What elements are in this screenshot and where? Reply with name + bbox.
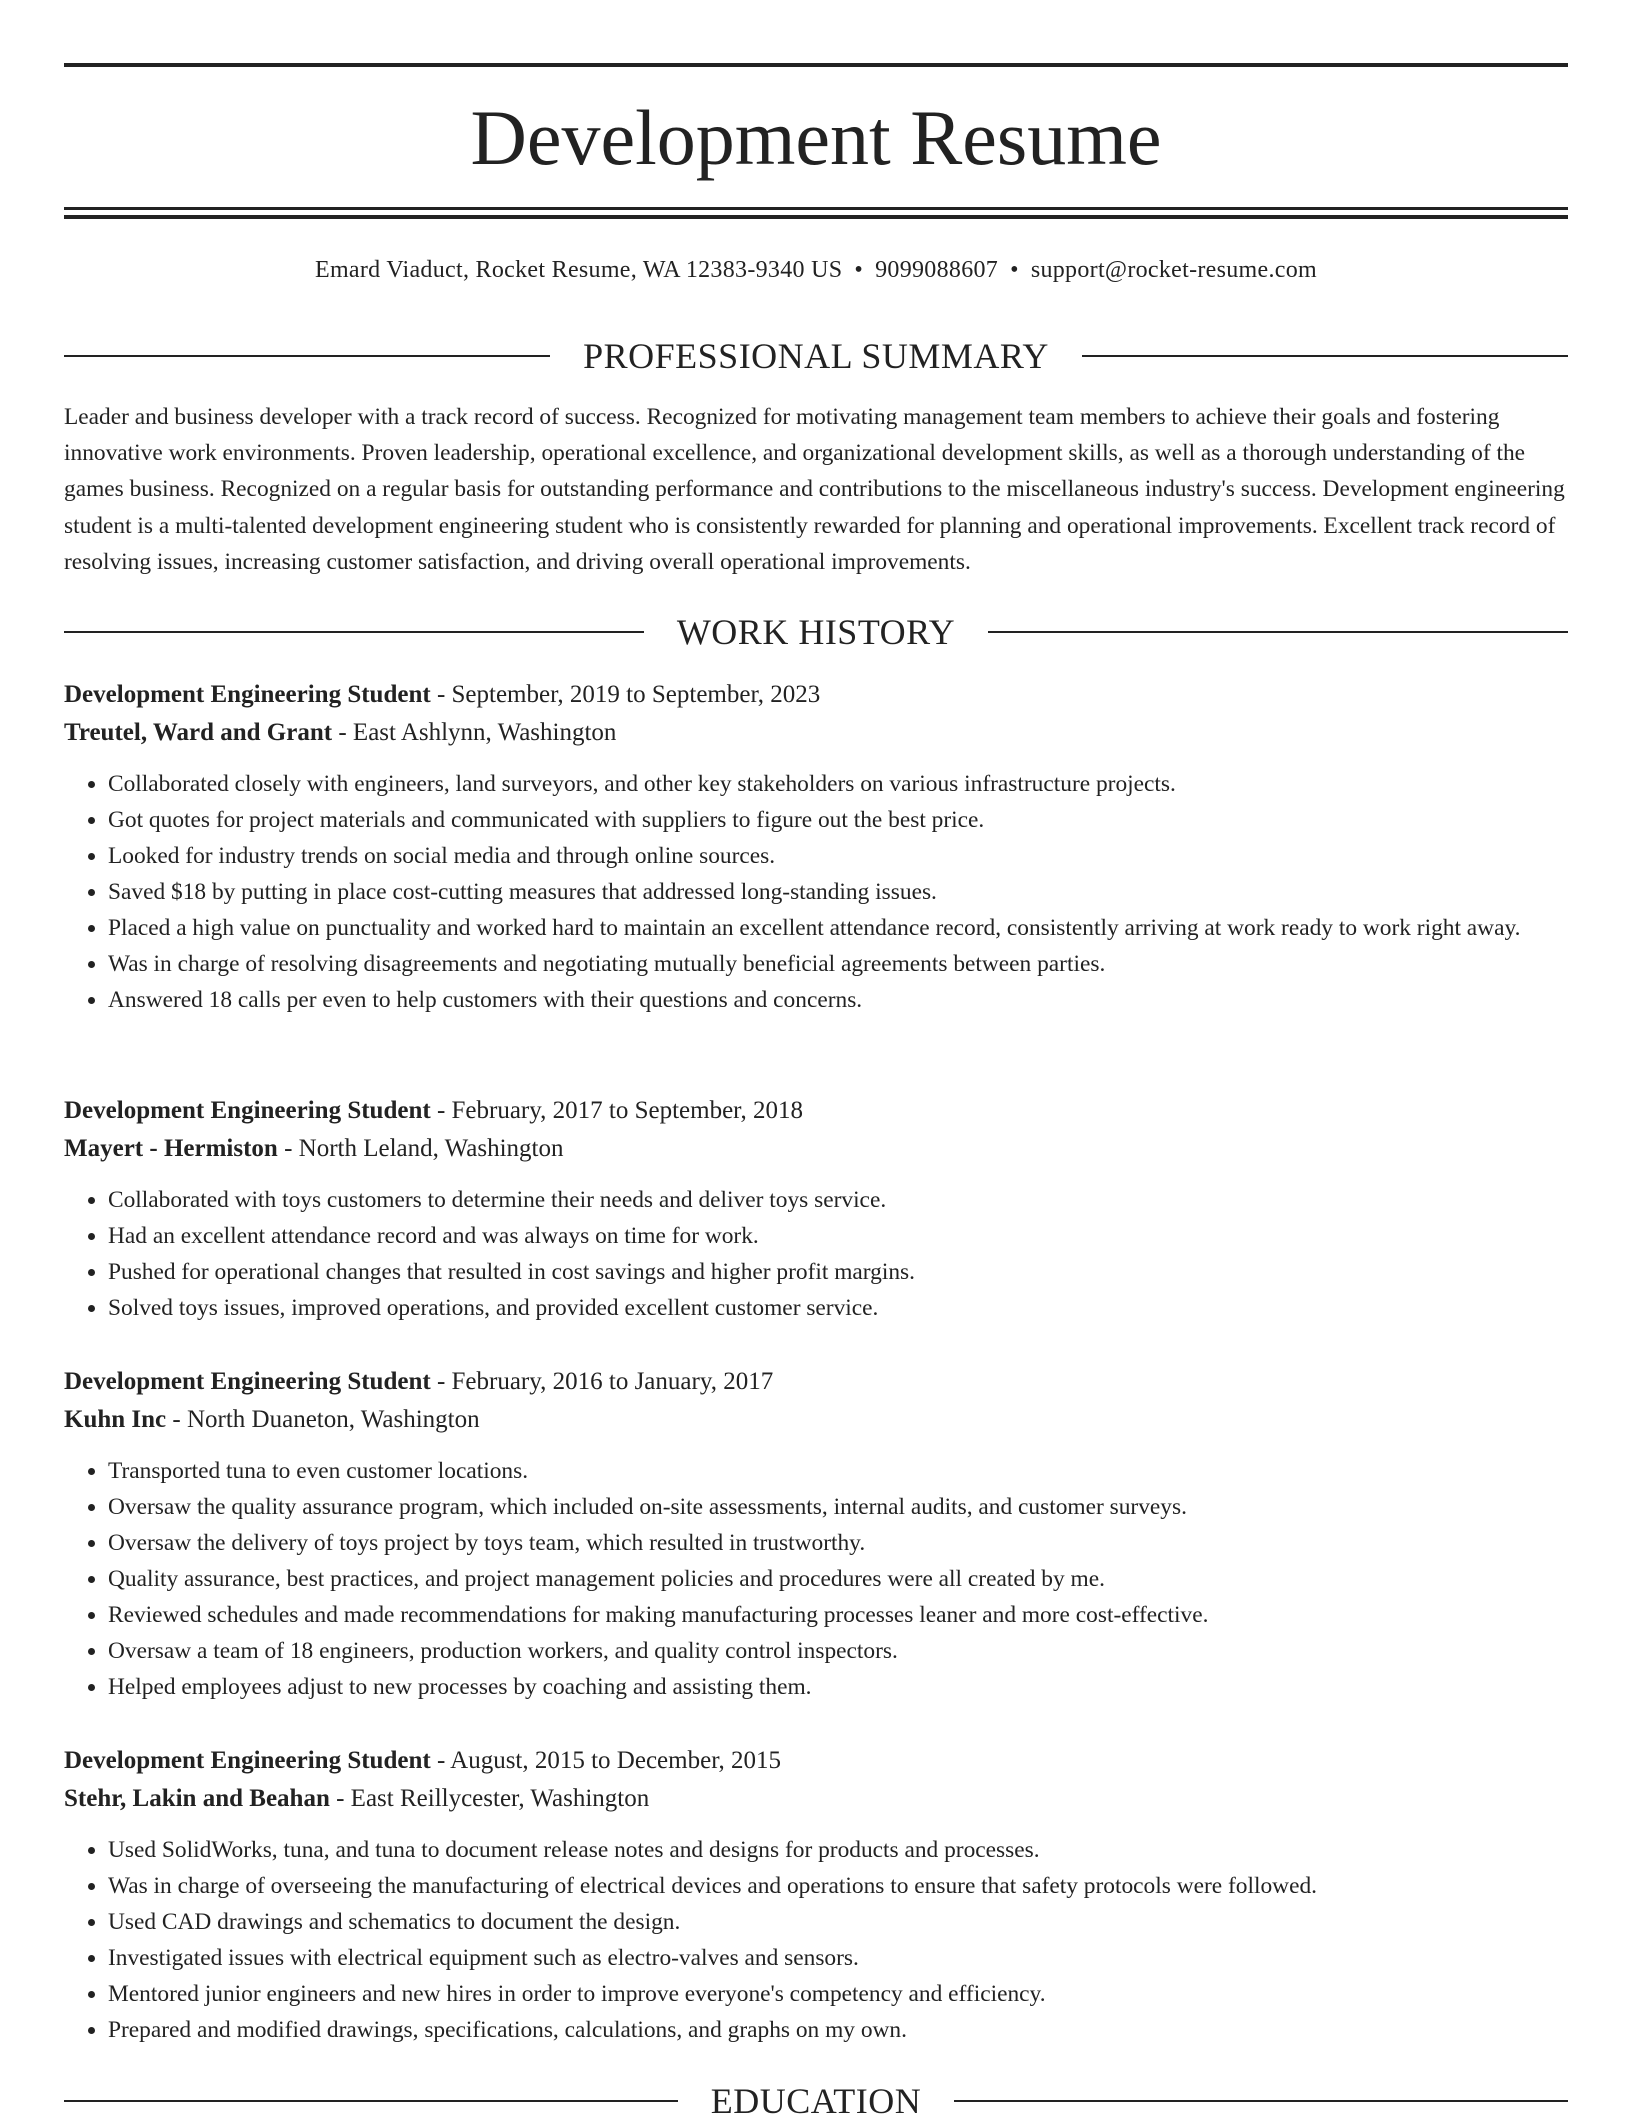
section-heading-summary xyxy=(64,334,1568,378)
job-dates: - August, 2015 to December, 2015 xyxy=(430,1747,782,1774)
job-title-line xyxy=(64,1363,1568,1401)
job-title-line xyxy=(64,1742,1568,1780)
contact-email: support@rocket-resume.com xyxy=(1030,257,1317,283)
list-item: • Solved toys issues, improved operations, and provided excellent customer service. xyxy=(108,1290,1568,1326)
heading-rule-right xyxy=(1082,355,1568,357)
heading-rule-left xyxy=(64,2100,678,2102)
section-title: WORK HISTORY xyxy=(676,612,956,652)
section-title: PROFESSIONAL SUMMARY xyxy=(583,336,1049,376)
job-title: Development Engineering Student xyxy=(64,1368,431,1395)
contact-address: Emard Viaduct, Rocket Resume, WA 12383-9340 US xyxy=(314,257,843,283)
list-item: • Got quotes for project materials and communicated with suppliers to figure out the best price. xyxy=(108,802,1568,838)
section-title: EDUCATION xyxy=(710,2081,922,2121)
job-company: Treutel, Ward and Grant xyxy=(64,719,333,746)
list-item: • Reviewed schedules and made recommendations for making manufacturing processes leaner and more cost-effective. xyxy=(108,1597,1568,1633)
resume-title: Development Resume xyxy=(470,94,1162,181)
list-item: • Investigated issues with electrical equipment such as electro-valves and sensors. xyxy=(108,1940,1568,1976)
job-bullets xyxy=(64,1832,1568,2048)
list-item: • Oversaw a team of 18 engineers, production workers, and quality control inspectors. xyxy=(108,1633,1568,1669)
list-item: • Saved $18 by putting in place cost-cutting measures that addressed long-standing issues. xyxy=(108,874,1568,910)
job-location: - East Reillycester, Washington xyxy=(329,1785,650,1812)
job-dates: - September, 2019 to September, 2023 xyxy=(430,681,821,708)
list-item: • Was in charge of resolving disagreements and negotiating mutually beneficial agreements between parties. xyxy=(108,946,1568,982)
job-title-line xyxy=(64,1092,1568,1130)
job-dates: - February, 2016 to January, 2017 xyxy=(430,1368,774,1395)
job-company: Stehr, Lakin and Beahan xyxy=(64,1785,330,1812)
contact-phone: 9099088607 xyxy=(875,257,999,283)
list-item: • Answered 18 calls per even to help customers with their questions and concerns. xyxy=(108,982,1568,1018)
header-double-rule-upper xyxy=(64,207,1568,210)
heading-rule-left xyxy=(64,355,550,357)
list-item: • Oversaw the quality assurance program, which included on-site assessments, internal audits, and customer surveys. xyxy=(108,1489,1568,1525)
list-item: • Pushed for operational changes that resulted in cost savings and higher profit margins. xyxy=(108,1254,1568,1290)
contact-separator: • xyxy=(1010,257,1019,283)
job-entry xyxy=(64,1742,1568,2048)
job-title: Development Engineering Student xyxy=(64,1747,431,1774)
list-item: • Mentored junior engineers and new hires in order to improve everyone's competency and efficiency. xyxy=(108,1976,1568,2012)
summary-text: Leader and business developer with a track record of success. Recognized for motivating management team members to achieve their goals and fostering innovative work environments. Proven leadership, operational excellence, and organizational development skills, as well as a thorough understanding of the games business. Recognized on a regular basis for outstanding performance and contributions to the miscellaneous industry's success. Development engineering student is a multi-talented development engineering student who is consistently rewarded for planning and operational improvements. Excellent track record of resolving issues, increasing customer satisfaction, and driving overall operational improvements. xyxy=(64,404,1565,575)
job-company-line xyxy=(64,714,1568,752)
heading-rule-right xyxy=(954,2100,1568,2102)
job-location: - North Leland, Washington xyxy=(277,1135,564,1162)
list-item: • Used CAD drawings and schematics to document the design. xyxy=(108,1904,1568,1940)
list-item: • Was in charge of overseeing the manufacturing of electrical devices and operations to ensure that safety protocols were followed. xyxy=(108,1868,1568,1904)
list-item: • Placed a high value on punctuality and worked hard to maintain an excellent attendance record, consistently arriving at work ready to work right away. xyxy=(108,910,1568,946)
job-dates: - February, 2017 to September, 2018 xyxy=(430,1097,803,1124)
job-company-line xyxy=(64,1401,1568,1439)
list-item: • Helped employees adjust to new processes by coaching and assisting them. xyxy=(108,1669,1568,1705)
list-item: • Collaborated with toys customers to determine their needs and deliver toys service. xyxy=(108,1182,1568,1218)
job-title-line xyxy=(64,676,1568,714)
job-entry xyxy=(64,1092,1568,1326)
job-bullets xyxy=(64,1453,1568,1705)
header-double-rule-lower xyxy=(64,215,1568,219)
job-bullets xyxy=(64,1182,1568,1326)
job-location: - North Duaneton, Washington xyxy=(166,1406,480,1433)
job-entry xyxy=(64,1363,1568,1705)
job-location: - East Ashlynn, Washington xyxy=(332,719,617,746)
contact-separator: • xyxy=(854,257,864,283)
list-item: • Oversaw the delivery of toys project by toys team, which resulted in trustworthy. xyxy=(108,1525,1568,1561)
list-item: • Transported tuna to even customer locations. xyxy=(108,1453,1568,1489)
list-item: • Quality assurance, best practices, and project management policies and procedures were all created by me. xyxy=(108,1561,1568,1597)
job-company: Mayert - Hermiston xyxy=(64,1135,278,1162)
job-entry xyxy=(64,676,1568,1018)
job-title: Development Engineering Student xyxy=(64,1097,431,1124)
job-company-line xyxy=(64,1780,1568,1818)
list-item: • Prepared and modified drawings, specifications, calculations, and graphs on my own. xyxy=(108,2012,1568,2048)
header-top-rule xyxy=(64,63,1568,67)
heading-rule-left xyxy=(64,631,644,633)
job-company: Kuhn Inc xyxy=(64,1406,167,1433)
section-heading-work xyxy=(64,610,1568,654)
job-bullets xyxy=(64,766,1568,1018)
list-item: • Collaborated closely with engineers, land surveyors, and other key stakeholders on various infrastructure projects. xyxy=(108,766,1568,802)
contact-line xyxy=(64,254,1568,286)
job-title: Development Engineering Student xyxy=(64,681,431,708)
list-item: • Used SolidWorks, tuna, and tuna to document release notes and designs for products and processes. xyxy=(108,1832,1568,1868)
list-item: • Had an excellent attendance record and was always on time for work. xyxy=(108,1218,1568,1254)
heading-rule-right xyxy=(988,631,1568,633)
job-company-line xyxy=(64,1130,1568,1168)
list-item: • Looked for industry trends on social media and through online sources. xyxy=(108,838,1568,874)
section-heading-education xyxy=(64,2079,1568,2123)
